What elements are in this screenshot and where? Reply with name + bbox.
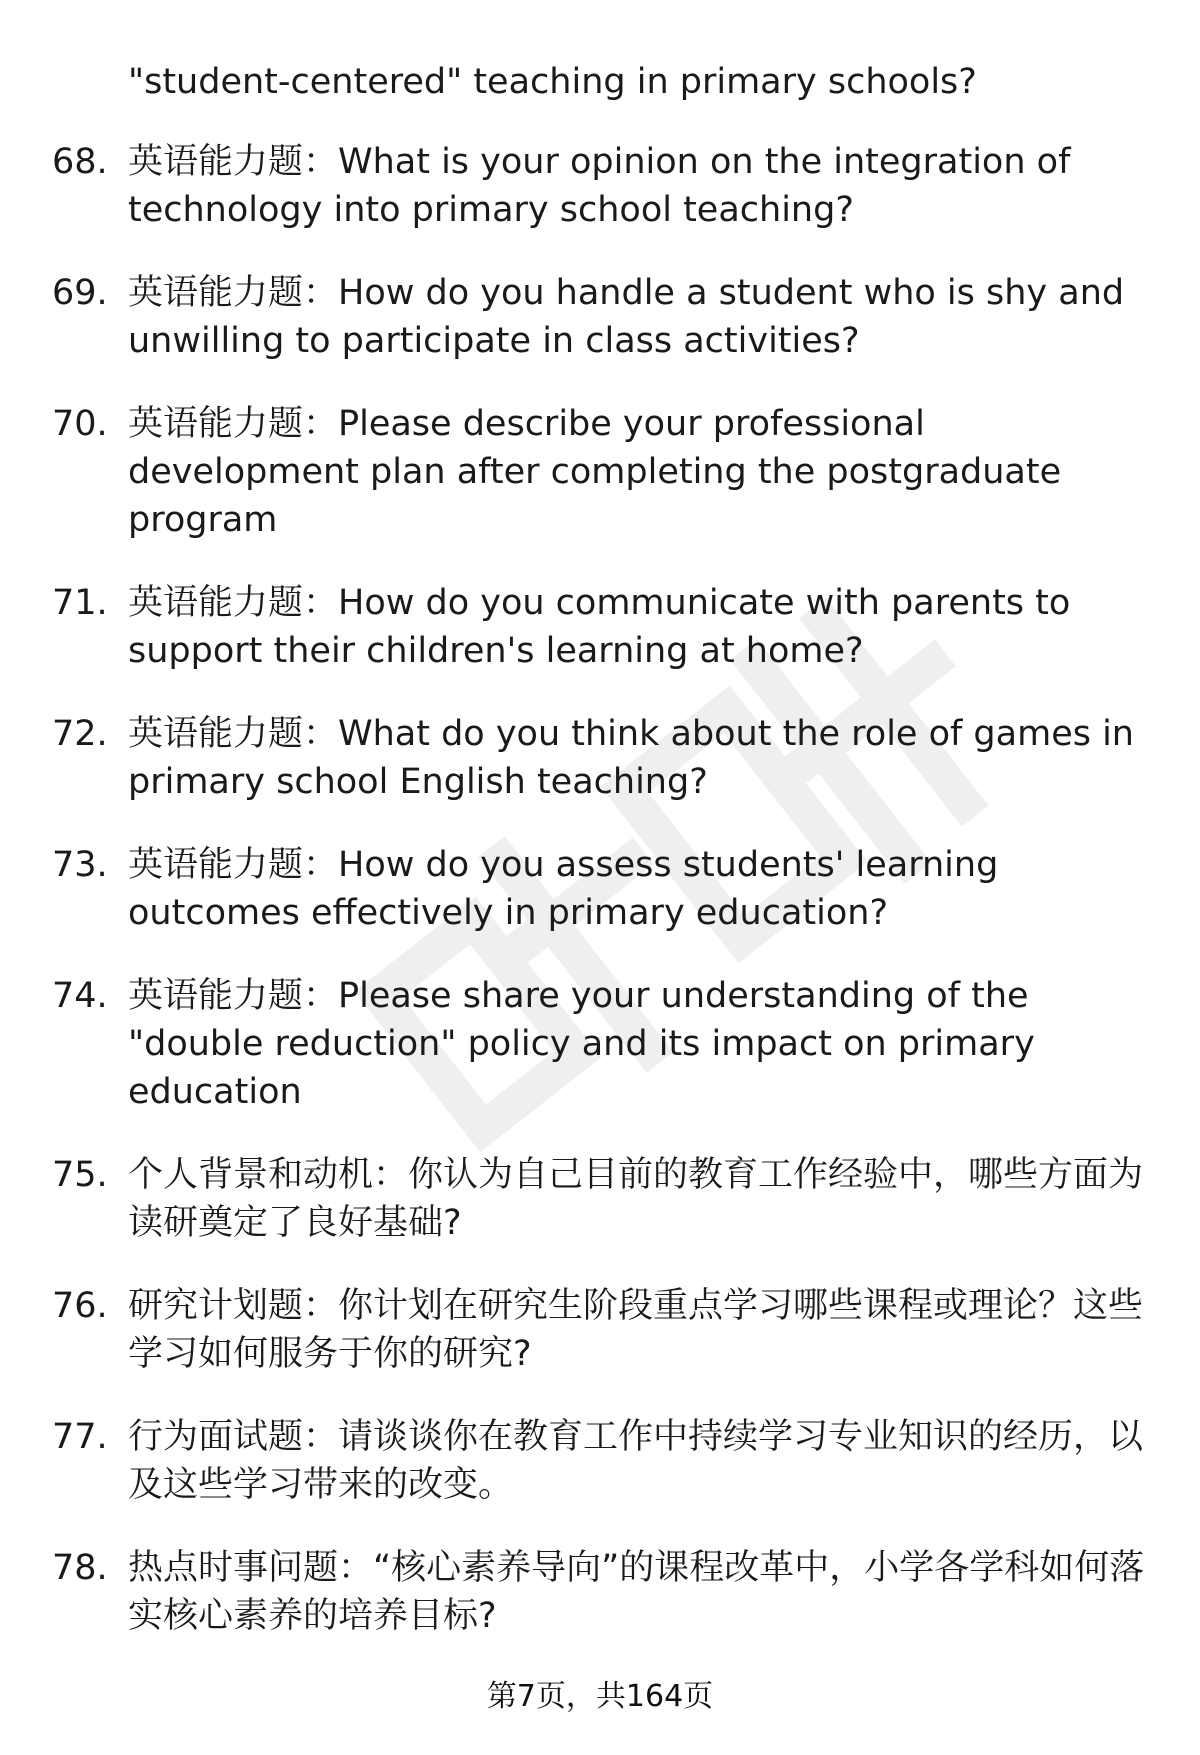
question-text: 英语能力题：Please share your understanding of the "double reduction" policy and its impact on primary education [128,976,1035,1112]
list-item [0,400,1200,544]
question-text: 热点时事问题：“核心素养导向”的课程改革中，小学各学科如何落实核心素养的培养目标? [128,1548,1145,1636]
list-item [0,1282,1200,1378]
page-footer: 第7页，共164页 [486,1679,714,1714]
question-number: 68. [52,142,108,182]
question-text: 研究计划题：你计划在研究生阶段重点学习哪些课程或理论？这些学习如何服务于你的研究? [128,1286,1144,1374]
question-number: 71. [52,583,108,623]
question-text: 英语能力题：What is your opinion on the integration of technology into primary school teaching? [128,142,1071,230]
question-number: 76. [52,1286,108,1326]
question-number: 77. [52,1417,108,1457]
continued-question-text: "student-centered" teaching in primary schools? [128,62,977,102]
list-item [0,972,1200,1116]
question-text: 行为面试题：请谈谈你在教育工作中持续学习专业知识的经历，以及这些学习带来的改变。 [128,1417,1144,1505]
question-number: 72. [52,714,108,754]
list-item [0,1544,1200,1640]
question-text: 英语能力题：How do you communicate with parents to support their children's learning at home? [128,583,1071,671]
question-text: 英语能力题：What do you think about the role of games in primary school English teaching? [128,714,1134,802]
question-number: 73. [52,845,108,885]
question-number: 78. [52,1548,108,1588]
list-item [0,269,1200,365]
question-text: 英语能力题：How do you handle a student who is shy and unwilling to participate in class activities? [128,273,1125,361]
question-number: 75. [52,1155,108,1195]
question-text: 英语能力题：How do you assess students' learning outcomes effectively in primary education? [128,845,999,933]
list-item [0,579,1200,675]
question-number: 74. [52,976,108,1016]
list-item [0,710,1200,806]
list-item [0,841,1200,937]
question-list [0,138,1200,1675]
list-item [0,138,1200,234]
list-item [0,1413,1200,1509]
question-number: 70. [52,404,108,444]
list-item [0,1151,1200,1247]
question-text: 个人背景和动机：你认为自己目前的教育工作经验中，哪些方面为读研奠定了良好基础? [128,1155,1144,1243]
question-text: 英语能力题：Please describe your professional development plan after completing the postgraduate program [128,404,1062,540]
question-number: 69. [52,273,108,313]
